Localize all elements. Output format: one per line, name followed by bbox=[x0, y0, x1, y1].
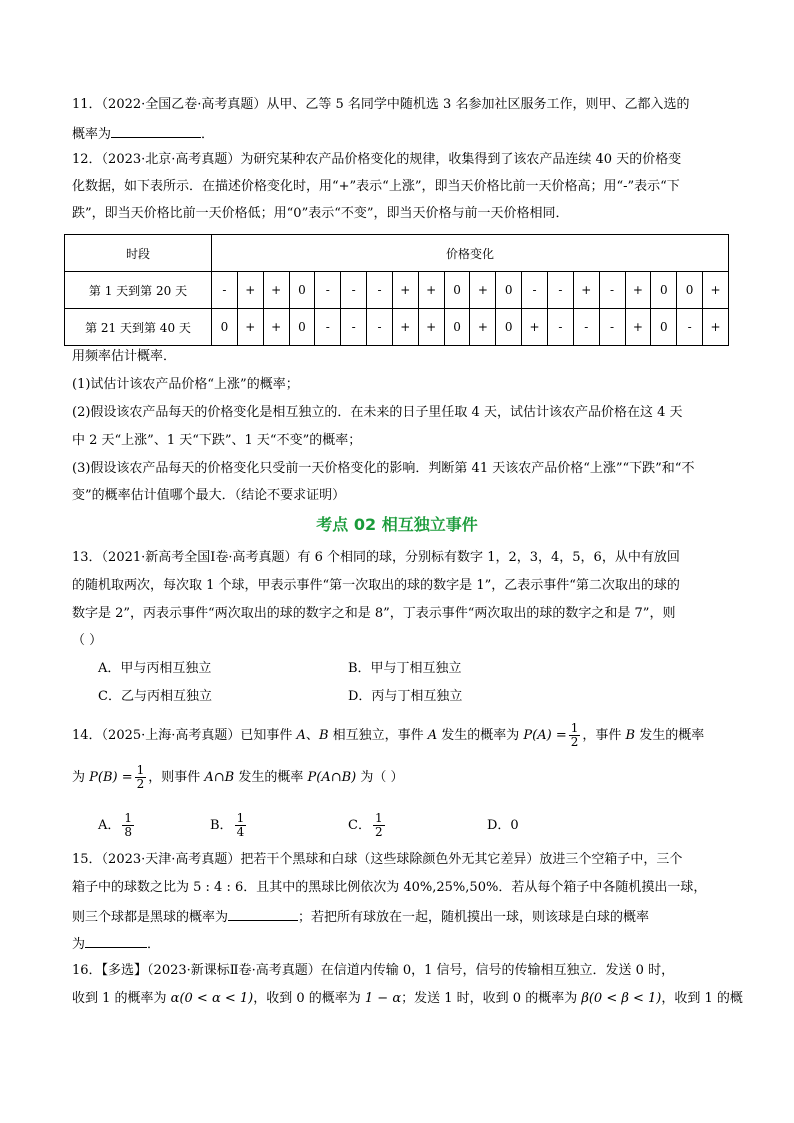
q15-text: 为 bbox=[72, 937, 86, 952]
table-cell: - bbox=[367, 309, 393, 346]
q14-intersection: A∩B bbox=[204, 770, 235, 785]
q14-option-d[interactable]: D．0 bbox=[487, 818, 519, 833]
q11-text-b: ． bbox=[201, 127, 215, 142]
q14-prob-a: P(A) = bbox=[523, 728, 567, 743]
fraction-numerator: 1 bbox=[374, 811, 383, 825]
q16-text: ，收到 1 的概 bbox=[661, 991, 743, 1006]
fraction-denominator: 2 bbox=[570, 735, 579, 749]
table-header-change: 价格变化 bbox=[212, 235, 729, 272]
table-cell: - bbox=[341, 272, 367, 309]
q14-text: 为（ ） bbox=[356, 770, 404, 785]
q12-part2-line2: 中 2 天“上涨”、1 天“下跌”、1 天“不变”的概率； bbox=[72, 433, 362, 448]
q15-line1: 15．（2023·天津·高考真题）把若干个黑球和白球（这些球除颜色外无其它差异）放进三个空箱子中，三个 bbox=[72, 852, 683, 867]
q16-alpha: α(0 < α < 1) bbox=[170, 991, 254, 1006]
table-cell: - bbox=[522, 272, 548, 309]
q14-line1 bbox=[72, 722, 704, 749]
q13-line2: 的随机取两次，每次取 1 个球，甲表示事件“第一次取出的球的数字是 1”，乙表示事件“第二次取出的球的 bbox=[72, 578, 680, 593]
table-cell: - bbox=[315, 272, 341, 309]
table-cell: - bbox=[599, 272, 625, 309]
q14-option-c[interactable] bbox=[348, 812, 387, 840]
table-cell: 0 bbox=[651, 272, 677, 309]
table-header-period: 时段 bbox=[65, 235, 212, 272]
fraction-denominator: 8 bbox=[124, 825, 133, 839]
table-cell: 0 bbox=[212, 309, 238, 346]
q16-beta: β(0 < β < 1) bbox=[581, 991, 662, 1006]
q13-line3: 数字是 2”，丙表示事件“两次取出的球的数字之和是 8”，丁表示事件“两次取出的球的数字之和是 7”，则 bbox=[72, 606, 676, 621]
q14-text: 为 bbox=[72, 770, 90, 785]
table-cell: + bbox=[625, 272, 651, 309]
table-cell: 0 bbox=[444, 272, 470, 309]
table-cell: - bbox=[315, 309, 341, 346]
q14-option-b[interactable] bbox=[210, 812, 248, 840]
table-row-label: 第 21 天到第 40 天 bbox=[65, 309, 212, 346]
q13-option-a[interactable]: A．甲与丙相互独立 bbox=[98, 661, 212, 676]
q14-text: ，事件 bbox=[582, 728, 626, 743]
q11-text-a: 概率为 bbox=[72, 127, 112, 142]
q14-half-fraction bbox=[569, 722, 581, 749]
table-cell: + bbox=[625, 309, 651, 346]
table-row bbox=[65, 272, 729, 309]
q12-line3: 跌”，即当天价格比前一天价格低；用“0”表示“不变”，即当天价格与前一天价格相同． bbox=[72, 206, 569, 221]
q16-one-minus-alpha: 1 − α bbox=[364, 991, 402, 1006]
q14-prob-intersection: P(A∩B) bbox=[307, 770, 357, 785]
q14-line2 bbox=[72, 764, 404, 791]
table-cell: - bbox=[547, 309, 573, 346]
table-cell: 0 bbox=[496, 309, 522, 346]
q14-text: 发生的概率 bbox=[234, 770, 308, 785]
option-fraction bbox=[122, 812, 134, 839]
fraction-numerator: 1 bbox=[136, 763, 145, 777]
fraction-denominator: 4 bbox=[236, 825, 245, 839]
q11-line1: 11．（2022·全国乙卷·高考真题）从甲、乙等 5 名同学中随机选 3 名参加社区服务工作，则甲、乙都入选的 bbox=[72, 97, 690, 112]
table-cell: - bbox=[677, 309, 703, 346]
table-cell: + bbox=[470, 272, 496, 309]
fraction-denominator: 2 bbox=[136, 777, 145, 791]
q14-event-b: B bbox=[625, 728, 636, 743]
table-cell: - bbox=[367, 272, 393, 309]
table-cell: + bbox=[392, 272, 418, 309]
q14-text: 相互独立，事件 bbox=[328, 728, 428, 743]
table-cell: + bbox=[263, 272, 289, 309]
q15-line4 bbox=[72, 934, 160, 954]
table-cell: + bbox=[237, 309, 263, 346]
option-fraction bbox=[373, 812, 385, 839]
table-header-row bbox=[65, 235, 729, 272]
q13-option-c[interactable]: C．乙与丙相互独立 bbox=[98, 689, 212, 704]
table-cell: + bbox=[703, 309, 729, 346]
option-label: C． bbox=[348, 818, 371, 833]
q14-text: ，则事件 bbox=[148, 770, 205, 785]
q14-text: 发生的概率为 bbox=[437, 728, 524, 743]
q15-text: 则三个球都是黑球的概率为 bbox=[72, 910, 229, 925]
q16-text: 收到 1 的概率为 bbox=[72, 991, 171, 1006]
table-cell: - bbox=[212, 272, 238, 309]
table-cell: 0 bbox=[289, 272, 315, 309]
q11-line2 bbox=[72, 124, 214, 144]
q11-answer-blank[interactable] bbox=[111, 124, 201, 138]
section-title: 考点 02 相互独立事件 bbox=[316, 515, 478, 534]
table-row-label: 第 1 天到第 20 天 bbox=[65, 272, 212, 309]
q15-text: ；若把所有球放在一起，随机摸出一球，则该球是白球的概率 bbox=[298, 910, 650, 925]
fraction-numerator: 1 bbox=[570, 721, 579, 735]
table-cell: + bbox=[392, 309, 418, 346]
q13-option-b[interactable]: B．甲与丁相互独立 bbox=[348, 661, 462, 676]
fraction-numerator: 1 bbox=[124, 811, 133, 825]
q12-line1: 12．（2023·北京·高考真题）为研究某种农产品价格变化的规律，收集得到了该农产品连续 40 天的价格变 bbox=[72, 152, 682, 167]
table-cell: 0 bbox=[444, 309, 470, 346]
price-change-table bbox=[64, 234, 729, 346]
table-cell: - bbox=[341, 309, 367, 346]
q14-event-b: B bbox=[318, 728, 329, 743]
q16-line2 bbox=[72, 990, 743, 1008]
option-label: A． bbox=[98, 818, 121, 833]
q16-text: ，收到 0 的概率为 bbox=[253, 991, 365, 1006]
q15-text: ． bbox=[147, 937, 161, 952]
fraction-numerator: 1 bbox=[236, 811, 245, 825]
table-row bbox=[65, 309, 729, 346]
table-cell: + bbox=[573, 272, 599, 309]
table-cell: + bbox=[522, 309, 548, 346]
table-cell: + bbox=[418, 272, 444, 309]
fraction-denominator: 2 bbox=[374, 825, 383, 839]
q12-part3-line2: 变”的概率估计值哪个最大．（结论不要求证明） bbox=[72, 488, 346, 503]
q12-part3-line1: (3)假设该农产品每天的价格变化只受前一天价格变化的影响．判断第 41 天该农产品价格“上涨”“下跌”和“不 bbox=[72, 461, 695, 476]
q13-option-d[interactable]: D．丙与丁相互独立 bbox=[348, 689, 463, 704]
table-cell: - bbox=[599, 309, 625, 346]
option-fraction bbox=[235, 812, 247, 839]
q13-line1: 13．（2021·新高考全国Ⅰ卷·高考真题）有 6 个相同的球，分别标有数字 1，2，3，4，5，6，从中有放回 bbox=[72, 550, 680, 565]
table-cell: + bbox=[237, 272, 263, 309]
q14-text: 14．（2025·上海·高考真题）已知事件 bbox=[72, 728, 297, 743]
q14-event-a: A bbox=[296, 728, 306, 743]
q15-answer-blank-1[interactable] bbox=[228, 907, 298, 921]
table-cell: + bbox=[418, 309, 444, 346]
q16-text: ；发送 1 时，收到 0 的概率为 bbox=[401, 991, 582, 1006]
table-cell: - bbox=[573, 309, 599, 346]
table-cell: 0 bbox=[496, 272, 522, 309]
q14-event-a: A bbox=[427, 728, 438, 743]
q14-option-a[interactable] bbox=[98, 812, 136, 840]
q16-line1: 16．【多选】（2023·新课标Ⅱ卷·高考真题）在信道内传输 0，1 信号，信号的传输相互独立．发送 0 时， bbox=[72, 963, 675, 978]
q12-line2: 化数据，如下表所示．在描述价格变化时，用“+”表示“上涨”，即当天价格比前一天价格高；用“-”表示“下 bbox=[72, 179, 680, 194]
table-cell: - bbox=[547, 272, 573, 309]
q15-answer-blank-2[interactable] bbox=[85, 934, 147, 948]
q12-after-table: 用频率估计概率． bbox=[72, 349, 177, 364]
table-cell: + bbox=[470, 309, 496, 346]
q14-prob-b: P(B) = bbox=[89, 770, 133, 785]
q14-text: 、 bbox=[305, 728, 319, 743]
q13-line4: （ ） bbox=[72, 633, 103, 648]
q12-part1: (1)试估计该农产品价格“上涨”的概率； bbox=[72, 377, 299, 392]
table-cell: 0 bbox=[677, 272, 703, 309]
q14-half-fraction bbox=[135, 764, 147, 791]
table-cell: + bbox=[263, 309, 289, 346]
table-cell: 0 bbox=[651, 309, 677, 346]
q12-part2-line1: (2)假设该农产品每天的价格变化是相互独立的．在未来的日子里任取 4 天，试估计该农产品价格在这 4 天 bbox=[72, 405, 683, 420]
table-cell: + bbox=[703, 272, 729, 309]
q15-line3 bbox=[72, 907, 649, 927]
option-label: B． bbox=[210, 818, 233, 833]
q15-line2: 箱子中的球数之比为 5 : 4 : 6．且其中的黑球比例依次为 40%,25%,50%．若从每个箱子中各随机摸出一球， bbox=[72, 880, 707, 895]
q14-text: 发生的概率 bbox=[635, 728, 705, 743]
table-cell: 0 bbox=[289, 309, 315, 346]
